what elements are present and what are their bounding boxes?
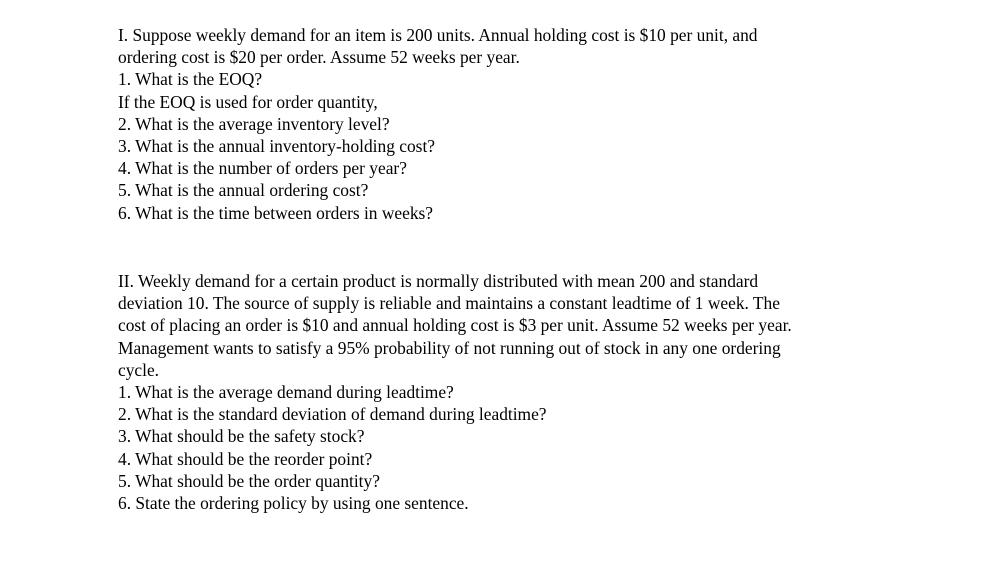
problem-1-question-3: 3. What is the annual inventory-holding cost? [118,136,435,157]
problem-1-question-4: 4. What is the number of orders per year? [118,158,407,179]
problem-1-intro-line-1: I. Suppose weekly demand for an item is 200 units. Annual holding cost is $10 per unit, and [118,25,758,45]
problem-2-intro-line-4: Management wants to satisfy a 95% probability of not running out of stock in any one ordering [118,337,781,358]
problem-1 [118,24,888,224]
problem-2-intro-line-2: deviation 10. The source of supply is reliable and maintains a constant leadtime of 1 week. The [118,293,780,314]
problem-2-question-4: 4. What should be the reorder point? [118,448,373,469]
problem-2-intro-line-3: cost of placing an order is $10 and annual holding cost is $3 per unit. Assume 52 weeks per year. [118,315,792,336]
problem-2-question-1: 1. What is the average demand during leadtime? [118,382,454,403]
problem-2-question-3: 3. What should be the safety stock? [118,426,365,447]
problem-1-question-6: 6. What is the time between orders in weeks? [118,202,434,223]
problem-2-intro-line-1: II. Weekly demand for a certain product is normally distributed with mean 200 and standard [118,271,759,291]
problem-1-condition: If the EOQ is used for order quantity, [118,91,378,112]
problem-1-question-1: 1. What is the EOQ? [118,69,263,90]
problem-2 [118,270,888,514]
problem-2-intro-line-5: cycle. [118,359,160,380]
problem-1-question-2: 2. What is the average inventory level? [118,113,390,134]
problem-1-intro-line-2: ordering cost is $20 per order. Assume 52 weeks per year. [118,47,520,68]
problem-1-question-5: 5. What is the annual ordering cost? [118,180,369,201]
problem-2-question-2: 2. What is the standard deviation of demand during leadtime? [118,404,547,425]
problem-2-question-5: 5. What should be the order quantity? [118,470,380,491]
problem-2-question-6: 6. State the ordering policy by using one sentence. [118,493,469,514]
